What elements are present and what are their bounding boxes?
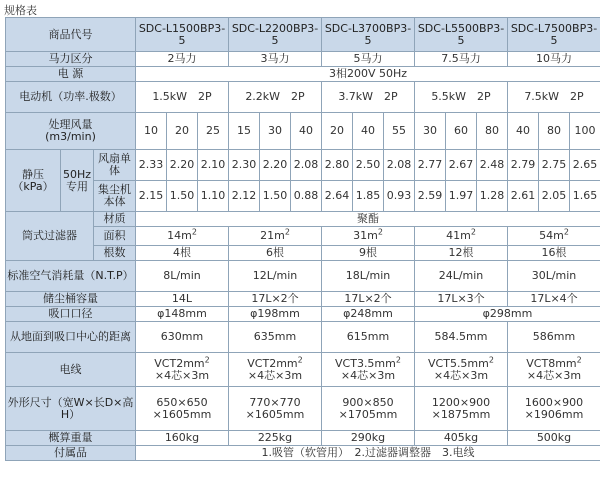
fan-pressure-value: 2.10 <box>198 150 229 181</box>
area-unit: $m^2$ <box>460 227 476 242</box>
inlet-value: φ198mm <box>229 307 322 322</box>
weight-value: 500kg <box>508 431 600 446</box>
collector-pressure-value: 1.10 <box>198 181 229 212</box>
power-label: 电 源 <box>6 67 136 82</box>
area-number: 14 <box>167 229 182 242</box>
cable-core: ×4芯×3m <box>433 368 489 382</box>
fan-pressure-value: 2.20 <box>260 150 291 181</box>
collector-pressure-value: 1.28 <box>477 181 508 212</box>
inlet-height-value: 586mm <box>508 322 600 353</box>
dimensions-h: ×1705mm <box>338 407 398 421</box>
collector-pressure-value: 2.64 <box>322 181 353 212</box>
area-number: 41 <box>446 229 461 242</box>
airflow-value: 80 <box>477 113 508 150</box>
air-consumption-value: 24L/min <box>415 261 508 292</box>
airflow-label-text: 处理风量 <box>48 118 93 131</box>
collector-pressure-value: 2.59 <box>415 181 446 212</box>
fan-pressure-value: 2.48 <box>477 150 508 181</box>
area-value <box>322 227 415 246</box>
dimensions-value <box>136 387 229 431</box>
fan-pressure-value: 2.08 <box>291 150 322 181</box>
airflow-value: 40 <box>291 113 322 150</box>
area-unit: $m^2$ <box>553 227 569 242</box>
airflow-label <box>6 113 136 150</box>
airflow-value: 40 <box>353 113 384 150</box>
count-label: 根数 <box>94 246 136 261</box>
inlet-row <box>6 307 600 322</box>
horsepower-label: 马力区分 <box>6 52 136 67</box>
area-value <box>415 227 508 246</box>
dimensions-value <box>322 387 415 431</box>
count-value: 9根 <box>322 246 415 261</box>
cable-spec: VCT8mm <box>526 356 577 370</box>
cable-core: ×4芯×3m <box>247 368 303 382</box>
dimensions-row <box>6 387 600 431</box>
cable-value: $VCT2mm^2$ ×4芯×3m <box>136 353 229 387</box>
fan-pressure-value: 2.67 <box>446 150 477 181</box>
count-value: 16根 <box>508 246 600 261</box>
weight-row <box>6 431 600 446</box>
bucket-value: 17L×3个 <box>415 292 508 307</box>
fan-pressure-value: 2.80 <box>322 150 353 181</box>
fan-label: 风扇单体 <box>94 150 136 181</box>
air-consumption-value: 30L/min <box>508 261 600 292</box>
collector-pressure-value: 2.15 <box>136 181 167 212</box>
model-5: SDC-L7500BP3- 5 <box>508 18 600 52</box>
horsepower-value: 10马力 <box>508 52 600 67</box>
weight-value: 225kg <box>229 431 322 446</box>
area-number: 21 <box>260 229 275 242</box>
airflow-value: 20 <box>167 113 198 150</box>
cable-core: ×4芯×3m <box>526 368 582 382</box>
dimensions-h: ×1605mm <box>245 407 305 421</box>
air-consumption-row <box>6 261 600 292</box>
model-1: SDC-L1500BP3- 5 <box>136 18 229 52</box>
model-2: SDC-L2200BP3- 5 <box>229 18 322 52</box>
model-row <box>6 18 600 52</box>
fan-pressure-value: 2.65 <box>570 150 600 181</box>
inlet-label: 吸口口径 <box>6 307 136 322</box>
airflow-value: 55 <box>384 113 415 150</box>
dimensions-value <box>508 387 600 431</box>
fan-pressure-value: 2.08 <box>384 150 415 181</box>
inlet-height-row <box>6 322 600 353</box>
area-label: 面积 <box>94 227 136 246</box>
airflow-value: 80 <box>539 113 570 150</box>
motor-value: 2.2kW 2P <box>229 82 322 113</box>
collector-pressure-value: 2.12 <box>229 181 260 212</box>
airflow-value: 40 <box>508 113 539 150</box>
freq-label: 50Hz专用 <box>61 150 94 212</box>
dimensions-wd: 1200×900 <box>431 395 491 409</box>
accessories-row <box>6 446 600 461</box>
bucket-label: 储尘桶容量 <box>6 292 136 307</box>
airflow-value: 60 <box>446 113 477 150</box>
filter-area-row <box>6 227 600 246</box>
motor-label: 电动机（功率.极数） <box>6 82 136 113</box>
inlet-height-value: 630mm <box>136 322 229 353</box>
dimensions-label: 外形尺寸（宽W×长D×高H） <box>6 387 136 431</box>
dimensions-wd: 1600×900 <box>524 395 584 409</box>
collector-pressure-value: 1.50 <box>260 181 291 212</box>
airflow-value: 100 <box>570 113 600 150</box>
airflow-value: 30 <box>260 113 291 150</box>
area-value <box>508 227 600 246</box>
collector-pressure-value: 1.85 <box>353 181 384 212</box>
fan-pressure-value: 2.50 <box>353 150 384 181</box>
horsepower-row <box>6 52 600 67</box>
weight-value: 160kg <box>136 431 229 446</box>
static-pressure-label: 静压（kPa） <box>6 150 61 212</box>
fan-pressure-row <box>6 150 600 181</box>
air-consumption-value: 12L/min <box>229 261 322 292</box>
inlet-height-value: 635mm <box>229 322 322 353</box>
weight-value: 405kg <box>415 431 508 446</box>
filter-count-row <box>6 246 600 261</box>
airflow-value: 20 <box>322 113 353 150</box>
area-unit: $m^2$ <box>181 227 197 242</box>
airflow-value: 10 <box>136 113 167 150</box>
airflow-value: 15 <box>229 113 260 150</box>
cable-value: $VCT5.5mm^2$ ×4芯×3m <box>415 353 508 387</box>
collector-label: 集尘机本体 <box>94 181 136 212</box>
bucket-value: 14L <box>136 292 229 307</box>
count-value: 4根 <box>136 246 229 261</box>
inlet-value: φ298mm <box>415 307 600 322</box>
dimensions-h: ×1875mm <box>431 407 491 421</box>
motor-value: 7.5kW 2P <box>508 82 600 113</box>
dimensions-wd: 900×850 <box>342 395 394 409</box>
cable-spec: VCT2mm <box>154 356 205 370</box>
dimensions-wd: 650×650 <box>156 395 208 409</box>
fan-pressure-value: 2.33 <box>136 150 167 181</box>
cable-label: 电线 <box>6 353 136 387</box>
collector-pressure-value: 1.50 <box>167 181 198 212</box>
motor-value: 1.5kW 2P <box>136 82 229 113</box>
motor-value: 5.5kW 2P <box>415 82 508 113</box>
horsepower-value: 5马力 <box>322 52 415 67</box>
collector-pressure-value: 0.88 <box>291 181 322 212</box>
model-label: 商品代号 <box>6 18 136 52</box>
count-value: 6根 <box>229 246 322 261</box>
cable-row <box>6 353 600 387</box>
air-consumption-value: 18L/min <box>322 261 415 292</box>
material-value: 聚酯 <box>136 212 600 227</box>
horsepower-value: 3马力 <box>229 52 322 67</box>
area-number: 31 <box>353 229 368 242</box>
cable-core: ×4芯×3m <box>154 368 210 382</box>
page-title: 规格表 <box>4 4 37 17</box>
collector-pressure-value: 2.05 <box>539 181 570 212</box>
dimensions-value <box>229 387 322 431</box>
cable-value: $VCT3.5mm^2$ ×4芯×3m <box>322 353 415 387</box>
bucket-value: 17L×4个 <box>508 292 600 307</box>
collector-pressure-value: 1.97 <box>446 181 477 212</box>
horsepower-value: 2马力 <box>136 52 229 67</box>
accessories-value: 1.吸管（软管用） 2.过滤器调整器 3.电线 <box>136 446 600 461</box>
power-row <box>6 67 600 82</box>
air-consumption-value: 8L/min <box>136 261 229 292</box>
motor-row <box>6 82 600 113</box>
fan-pressure-value: 2.79 <box>508 150 539 181</box>
dimensions-h: ×1906mm <box>524 407 584 421</box>
cable-core: ×4芯×3m <box>340 368 396 382</box>
fan-pressure-value: 2.20 <box>167 150 198 181</box>
area-value <box>136 227 229 246</box>
air-consumption-label: 标准空气消耗量（N.T.P） <box>6 261 136 292</box>
fan-pressure-value: 2.77 <box>415 150 446 181</box>
bucket-row <box>6 292 600 307</box>
filter-material-row <box>6 212 600 227</box>
weight-label: 概算重量 <box>6 431 136 446</box>
bucket-value: 17L×2个 <box>229 292 322 307</box>
airflow-value: 30 <box>415 113 446 150</box>
airflow-row <box>6 113 600 150</box>
area-value <box>229 227 322 246</box>
fan-pressure-value: 2.75 <box>539 150 570 181</box>
inlet-value: φ248mm <box>322 307 415 322</box>
spec-table <box>5 17 600 461</box>
cable-spec: VCT2mm <box>247 356 298 370</box>
inlet-height-label: 从地面到吸口中心的距离 <box>6 322 136 353</box>
area-number: 54 <box>539 229 554 242</box>
model-4: SDC-L5500BP3- 5 <box>415 18 508 52</box>
weight-value: 290kg <box>322 431 415 446</box>
horsepower-value: 7.5马力 <box>415 52 508 67</box>
airflow-unit: (m3/min) <box>45 130 96 143</box>
cable-value: $VCT8mm^2$ ×4芯×3m <box>508 353 600 387</box>
material-label: 材质 <box>94 212 136 227</box>
bucket-value: 17L×2个 <box>322 292 415 307</box>
inlet-value: φ148mm <box>136 307 229 322</box>
collector-pressure-row <box>6 181 600 212</box>
collector-pressure-value: 0.93 <box>384 181 415 212</box>
dimensions-wd: 770×770 <box>249 395 301 409</box>
fan-pressure-value: 2.30 <box>229 150 260 181</box>
motor-value: 3.7kW 2P <box>322 82 415 113</box>
power-value: 3相200V 50Hz <box>136 67 600 82</box>
filter-label: 筒式过滤器 <box>6 212 94 261</box>
airflow-value: 25 <box>198 113 229 150</box>
dimensions-h: ×1605mm <box>152 407 212 421</box>
area-unit: $m^2$ <box>274 227 290 242</box>
cable-spec: VCT5.5mm <box>428 356 489 370</box>
collector-pressure-value: 2.61 <box>508 181 539 212</box>
model-3: SDC-L3700BP3- 5 <box>322 18 415 52</box>
dimensions-value <box>415 387 508 431</box>
inlet-height-value: 584.5mm <box>415 322 508 353</box>
count-value: 12根 <box>415 246 508 261</box>
cable-value: $VCT2mm^2$ ×4芯×3m <box>229 353 322 387</box>
inlet-height-value: 615mm <box>322 322 415 353</box>
collector-pressure-value: 1.65 <box>570 181 600 212</box>
accessories-label: 付属品 <box>6 446 136 461</box>
cable-spec: VCT3.5mm <box>335 356 396 370</box>
area-unit: $m^2$ <box>367 227 383 242</box>
